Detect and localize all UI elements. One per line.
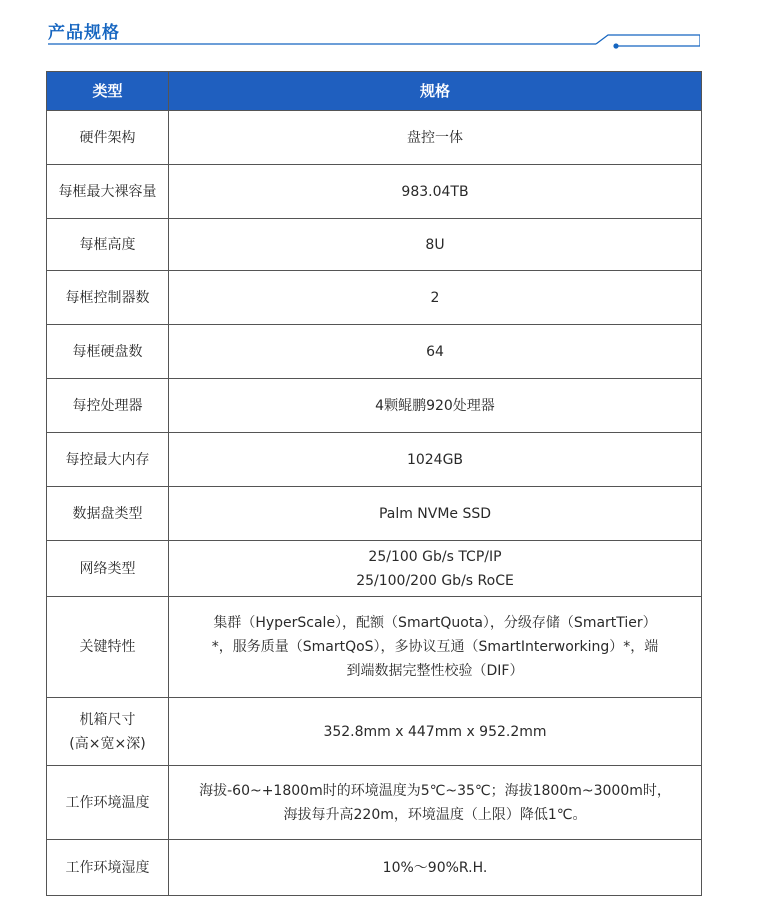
table-row (47, 271, 702, 325)
table-row (47, 111, 702, 165)
row-value-line: 海拔每升高220m，环境温度（上限）降低1℃。 (283, 806, 587, 823)
table-row (47, 766, 702, 840)
row-label (47, 219, 169, 271)
row-label (47, 541, 169, 597)
row-label (47, 271, 169, 325)
row-value-line: 4颗鲲鹏920处理器 (375, 397, 495, 414)
row-value-line: 25/100 Gb/s TCP/IP (368, 548, 502, 565)
row-value (169, 766, 702, 840)
table-row (47, 325, 702, 379)
row-label (47, 379, 169, 433)
row-value-line: 64 (426, 343, 444, 360)
table-row (47, 219, 702, 271)
row-label-line: 网络类型 (79, 560, 136, 577)
spec-table (46, 71, 702, 896)
row-label (47, 165, 169, 219)
row-label (47, 766, 169, 840)
row-value (169, 487, 702, 541)
row-label (47, 698, 169, 766)
row-value (169, 111, 702, 165)
row-value-line: 25/100/200 Gb/s RoCE (356, 572, 514, 589)
table-row (47, 698, 702, 766)
row-value-line: 集群（HyperScale），配额（SmartQuota），分级存储（SmartTier） (213, 615, 657, 631)
row-value (169, 433, 702, 487)
row-label-line: 每框最大裸容量 (58, 183, 157, 200)
row-value (169, 271, 702, 325)
row-value (169, 219, 702, 271)
row-label (47, 597, 169, 698)
row-value-line: Palm NVMe SSD (378, 505, 492, 522)
section-title: 产品规格 (48, 23, 120, 43)
row-value (169, 698, 702, 766)
row-label (47, 111, 169, 165)
row-value-line: *，服务质量（SmartQoS），多协议互通（SmartInterworking）*，端 (211, 639, 659, 655)
row-value (169, 165, 702, 219)
table-row (47, 165, 702, 219)
title-underline-decoration (48, 33, 700, 53)
row-value-line: 8U (425, 236, 445, 253)
row-value (169, 541, 702, 597)
row-label (47, 325, 169, 379)
row-label-line: 每框硬盘数 (72, 343, 143, 360)
row-label-line: 工作环境湿度 (65, 859, 150, 876)
row-label (47, 840, 169, 896)
row-label-line: 工作环境温度 (65, 794, 150, 811)
table-row (47, 379, 702, 433)
row-value (169, 325, 702, 379)
table-row (47, 487, 702, 541)
row-value-line: 352.8mm x 447mm x 952.2mm (323, 723, 547, 740)
row-label (47, 433, 169, 487)
row-label-line: 数据盘类型 (72, 505, 143, 522)
row-value (169, 597, 702, 698)
row-label-line: 每框高度 (79, 236, 136, 253)
row-label-line: 每框控制器数 (65, 289, 150, 306)
row-value-line: 10%～90%R.H. (382, 859, 488, 876)
row-label-line: 每控最大内存 (65, 451, 150, 468)
table-row (47, 433, 702, 487)
header-type: 类型 (47, 72, 169, 111)
header-spec: 规格 (169, 72, 702, 111)
row-value-line: 海拔-60~+1800m时的环境温度为5℃~35℃；海拔1800m~3000m时， (199, 782, 671, 799)
table-header-row (47, 72, 702, 111)
table-row (47, 597, 702, 698)
row-value-line: 1024GB (406, 451, 464, 468)
row-value (169, 379, 702, 433)
row-label-line: 关键特性 (79, 639, 136, 655)
row-value-line: 2 (430, 289, 440, 306)
table-row (47, 840, 702, 896)
table-row (47, 541, 702, 597)
row-value-line: 盘控一体 (407, 129, 463, 146)
row-label-line: 每控处理器 (72, 397, 143, 414)
row-label-line: (高×宽×深) (69, 735, 146, 752)
row-value (169, 840, 702, 896)
row-label (47, 487, 169, 541)
row-label-line: 硬件架构 (79, 129, 136, 146)
row-label-line: 机箱尺寸 (79, 711, 136, 728)
row-value-line: 983.04TB (401, 183, 469, 200)
row-value-line: 到端数据完整性校验（DIF） (346, 663, 524, 679)
